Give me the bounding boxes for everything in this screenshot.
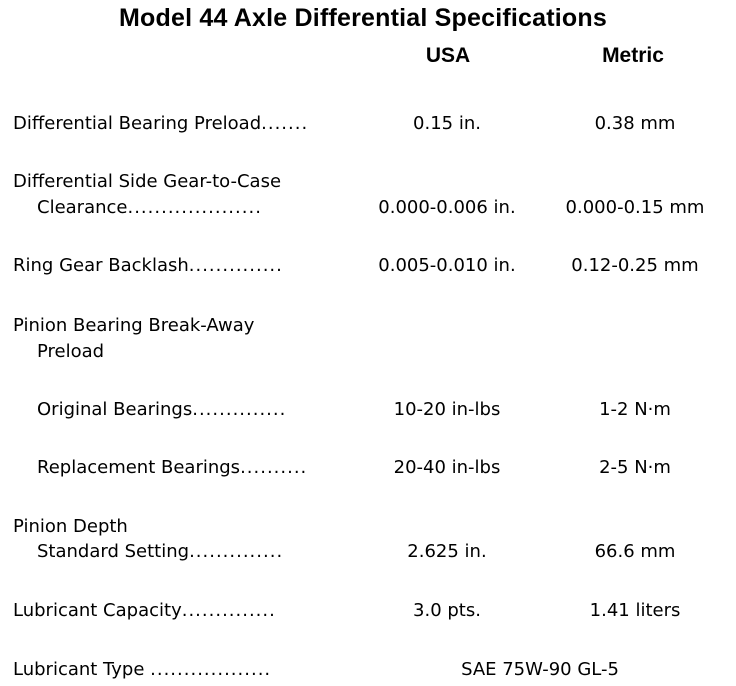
row-label-clearance: [37, 197, 262, 219]
label-text: Replacement Bearings: [37, 457, 241, 478]
column-header-usa: USA: [425, 44, 471, 67]
row-label-differential-bearing-preload: [13, 113, 308, 135]
usa-value: 10-20 in-lbs: [393, 399, 501, 420]
usa-value: 0.005-0.010 in.: [378, 255, 516, 276]
label-text: Original Bearings: [37, 399, 193, 420]
label-text: Ring Gear Backlash: [13, 255, 189, 276]
metric-value: 2-5 N·m: [599, 457, 671, 478]
usa-value: 2.625 in.: [407, 541, 487, 562]
lubricant-type-value: SAE 75W-90 GL-5: [461, 659, 619, 680]
metric-value: 0.38 mm: [594, 113, 676, 134]
usa-value: 0.000-0.006 in.: [378, 197, 516, 218]
metric-value: 1-2 N·m: [599, 399, 671, 420]
row-label-original-bearings: [37, 399, 286, 421]
row-label-standard-setting: [37, 541, 283, 563]
label-text: Lubricant Type: [13, 659, 145, 680]
usa-value: 0.15 in.: [413, 113, 481, 134]
row-label-lubricant-type: [13, 659, 271, 681]
leader-dots: ..........: [240, 457, 308, 478]
row-label-replacement-bearings: [37, 457, 307, 479]
leader-dots: ..............: [192, 399, 287, 420]
leader-dots: ..............: [189, 541, 284, 562]
label-text: Lubricant Capacity: [13, 600, 182, 621]
row-label-pinion-break-away-line1: Pinion Bearing Break-Away: [13, 315, 255, 336]
page-title: Model 44 Axle Differential Specifications: [119, 4, 607, 32]
label-text: Clearance: [37, 197, 128, 218]
usa-value: 3.0 pts.: [413, 600, 481, 621]
metric-value: 1.41 liters: [589, 600, 681, 621]
metric-value: 0.000-0.15 mm: [565, 197, 705, 218]
row-label-pinion-depth: Pinion Depth: [13, 516, 128, 537]
label-text: Differential Bearing Preload: [13, 113, 262, 134]
metric-value: 66.6 mm: [594, 541, 676, 562]
label-text: Standard Setting: [37, 541, 190, 562]
row-label-pinion-break-away-line2: Preload: [37, 341, 105, 362]
leader-dots: ..............: [188, 255, 283, 276]
leader-dots: ..................: [150, 659, 272, 680]
row-label-side-gear-line1: Differential Side Gear-to-Case: [13, 171, 282, 192]
row-label-ring-gear-backlash: [13, 255, 283, 277]
row-label-lubricant-capacity: [13, 600, 276, 622]
metric-value: 0.12-0.25 mm: [571, 255, 699, 276]
leader-dots: ....................: [127, 197, 262, 218]
column-header-metric: Metric: [602, 44, 664, 67]
leader-dots: ..............: [181, 600, 276, 621]
usa-value: 20-40 in-lbs: [393, 457, 501, 478]
leader-dots: .......: [261, 113, 309, 134]
